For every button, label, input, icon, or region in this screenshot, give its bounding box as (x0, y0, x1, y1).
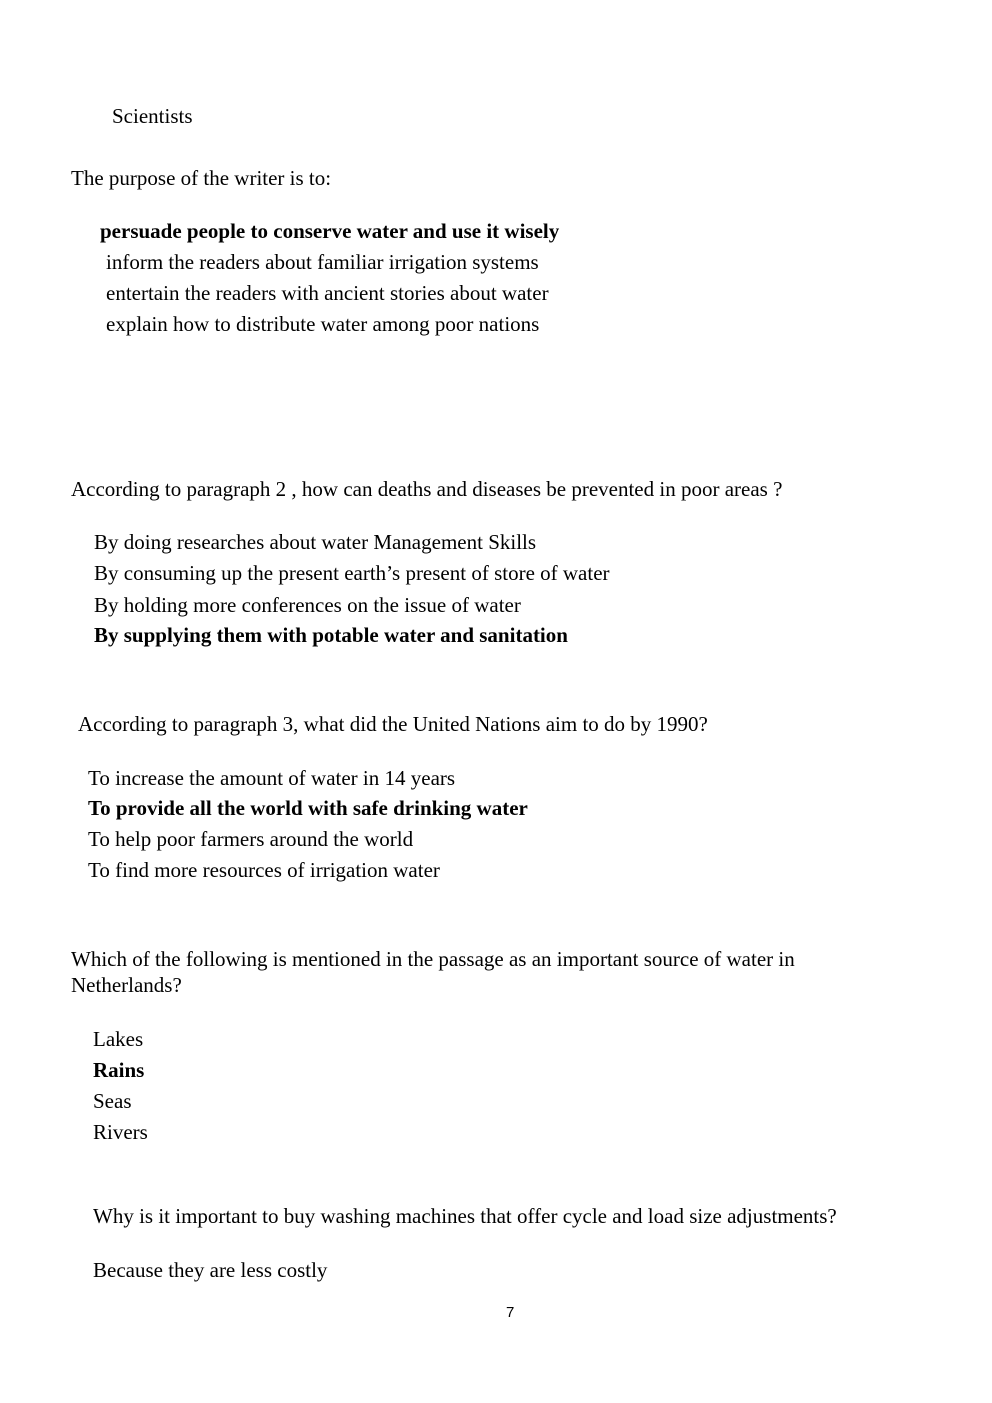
q4-option-a: Lakes (93, 1027, 144, 1051)
q2-option-b: By consuming up the present earth’s present of store of water (94, 561, 610, 585)
q2-option-c: By holding more conferences on the issue of water (94, 593, 521, 617)
q5-option-a: Because they are less costly (93, 1258, 328, 1282)
q4-option-b-answer: Rains (93, 1058, 145, 1082)
question-4-text-line1: Which of the following is mentioned in the passage as an important source of water in (71, 947, 795, 971)
q1-option-c: entertain the readers with ancient stories about water (106, 281, 549, 305)
q1-option-d: explain how to distribute water among poor nations (106, 312, 540, 336)
q3-option-b-answer: To provide all the world with safe drinking water (88, 796, 528, 820)
question-3-text: According to paragraph 3, what did the United Nations aim to do by 1990? (78, 712, 708, 736)
q3-option-d: To find more resources of irrigation water (88, 858, 440, 882)
question-1-text: The purpose of the writer is to: (71, 166, 332, 190)
question-5-text: Why is it important to buy washing machines that offer cycle and load size adjustments? (93, 1204, 837, 1228)
prev-question-option: Scientists (112, 104, 193, 128)
q4-option-c: Seas (93, 1089, 132, 1113)
q1-option-a-answer: persuade people to conserve water and use it wisely (100, 219, 560, 243)
q1-option-b: inform the readers about familiar irrigation systems (106, 250, 539, 274)
q2-option-a: By doing researches about water Management Skills (94, 530, 537, 554)
question-4-text-line2: Netherlands? (71, 973, 182, 997)
page-number: 7 (506, 1304, 515, 1321)
question-2-text: According to paragraph 2 , how can deaths and diseases be prevented in poor areas ? (71, 477, 783, 501)
q2-option-d-answer: By supplying them with potable water and sanitation (94, 623, 568, 647)
q4-option-d: Rivers (93, 1120, 148, 1144)
q3-option-a: To increase the amount of water in 14 years (88, 766, 456, 790)
q3-option-c: To help poor farmers around the world (88, 827, 414, 851)
